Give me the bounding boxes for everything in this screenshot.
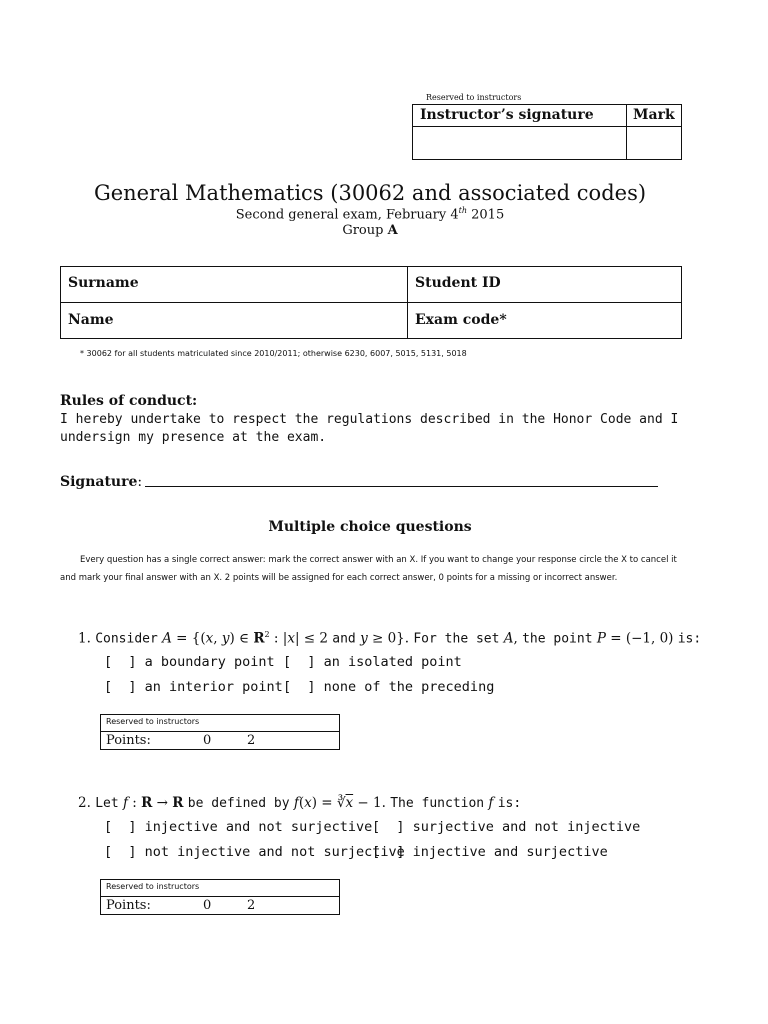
question-2-text: 2. Let f : R → R be defined by $f(x) = ∛\overline{x} - 1$. The function f is: [78,795,522,811]
q2-option-neither[interactable]: [ ] not injective and not surjective [104,844,405,860]
group-letter: A [387,223,398,238]
q1-option-isolated-point[interactable]: [ ] an isolated point [283,654,462,670]
surname-field[interactable]: Surname [68,275,139,291]
signature-label: Signature: [60,474,143,490]
student-info-table [60,266,682,339]
q1-option-interior-point[interactable]: [ ] an interior point [104,679,283,695]
mcq-instructions: Every question has a single correct answer: mark the correct answer with an X. If you want to change your response circle the X to cancel it and mark your final answer with an X. 2 points will be assigned for each correct answer, 0 points for a missing or incorrect answer. [60,555,677,583]
student-id-field[interactable]: Student ID [415,275,501,291]
mcq-heading: Multiple choice questions [268,519,472,535]
q1-points-box: Reserved to instructors Points: 0 2 [100,714,340,750]
reserved-label: Reserved to instructors [426,93,522,102]
page-title: General Mathematics (30062 and associated codes) [93,181,647,205]
signature-line[interactable] [145,486,658,487]
q1-option-boundary-point[interactable]: [ ] a boundary point [104,654,275,670]
group-line: Group A [342,223,398,238]
q2-option-injective-not-surjective[interactable]: [ ] injective and not surjective [104,819,373,835]
q1-option-none[interactable]: [ ] none of the preceding [283,679,495,695]
instructor-signature-header: Instructor’s signature [420,107,594,123]
name-field[interactable]: Name [68,312,114,328]
exam-code-field[interactable]: Exam code* [415,312,507,328]
instructor-grading-table [412,104,682,160]
mark-header: Mark [633,107,675,123]
exam-code-footnote: * 30062 for all students matriculated since 2010/2011; otherwise 6230, 6007, 5015, 5131, 5018 [80,349,467,358]
question-1-text: 1. Consider A = {(x, y) ∈ $R^2$ : |x| ≤ 2 and y ≥ 0}. For the set A, the point P = (−1, 0) is: [78,630,702,647]
q2-option-bijective[interactable]: [ ] injective and surjective [372,844,608,860]
q2-points-box: Reserved to instructors Points: 0 2 [100,879,340,915]
page-subtitle: Second general exam, February 4th 2015 [235,206,505,223]
rules-text: I hereby undertake to respect the regulations described in the Honor Code and I undersign my presence at the exam. [60,412,679,445]
rules-heading: Rules of conduct: [60,393,198,409]
q2-option-surjective-not-injective[interactable]: [ ] surjective and not injective [372,819,641,835]
